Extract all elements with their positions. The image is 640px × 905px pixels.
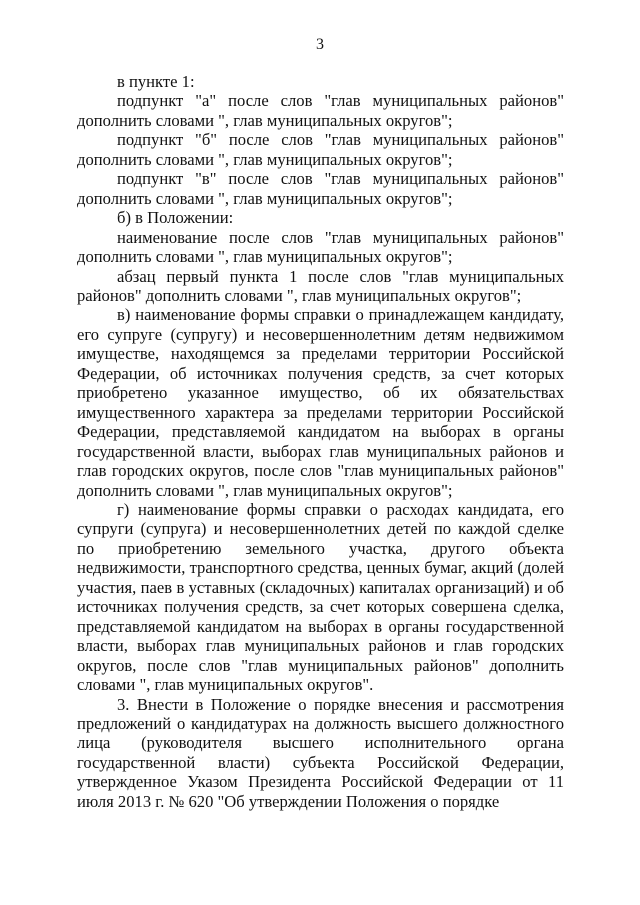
paragraph: в) наименование формы справки о принадлежащем кандидату, его супруге (супругу) и несовершеннолетним детям недвижимом имуществе, находящемся за пределами территории Российской Федерации, об источниках получения средств, за счет которых приобретено указанное имущество, об их обязательствах имущественного характера за пределами территории Российской Федерации, представляемой кандидатом на выборах в органы государственной власти, выборах глав муниципальных районов и глав городских округов, после слов "глав муниципальных районов" дополнить словами ", глав муниципальных округов"; [77,305,564,500]
paragraph: 3. Внести в Положение о порядке внесения и рассмотрения предложений о кандидатурах на должность высшего должностного лица (руководителя высшего исполнительного органа государственной власти) субъекта Российской Федерации, утвержденное Указом Президента Российской Федерации от 11 июля 2013 г. № 620 "Об утверждении Положения о порядке [77,694,564,811]
paragraph: в пункте 1: [117,72,195,91]
document-body [77,72,564,811]
paragraph: подпункт "б" после слов "глав муниципальных районов" дополнить словами ", глав муниципальных округов"; [77,130,564,169]
page-number: 3 [316,36,324,53]
paragraph: г) наименование формы справки о расходах кандидата, его супруги (супруга) и несовершеннолетних детей по каждой сделке по приобретению земельного участка, другого объекта недвижимости, транспортного средства, ценных бумаг, акций (долей участия, паев в уставных (складочных) капиталах организаций) и об источниках получения средств, за счет которых совершена сделка, представляемой кандидатом на выборах в органы государственной власти, выборах глав муниципальных районов и глав городских округов, после слов "глав муниципальных районов" дополнить словами ", глав муниципальных округов". [77,499,564,695]
paragraph: б) в Положении: [117,208,234,228]
paragraph: наименование после слов "глав муниципальных районов" дополнить словами ", глав муниципальных округов"; [77,227,564,267]
paragraph: абзац первый пункта 1 после слов "глав муниципальных районов" дополнить словами ", глав муниципальных округов"; [77,266,564,305]
paragraph: подпункт "в" после слов "глав муниципальных районов" дополнить словами ", глав муниципальных округов"; [77,169,564,208]
paragraph: подпункт "а" после слов "глав муниципальных районов" дополнить словами ", глав муниципальных округов"; [77,91,564,130]
